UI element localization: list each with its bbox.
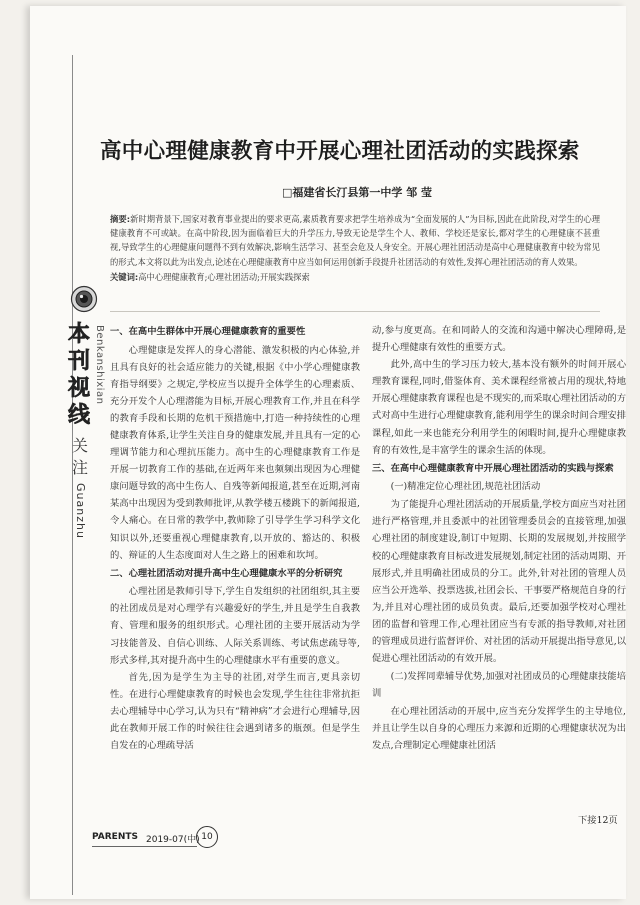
abstract-label: 摘要: — [110, 214, 131, 224]
section-heading-1: 一、在高中生群体中开展心理健康教育的重要性 — [110, 326, 306, 337]
camera-lens-icon — [70, 285, 98, 313]
article-author: □福建省长汀县第一中学 邹 莹 — [282, 186, 433, 199]
article-title: 高中心理健康教育中开展心理社团活动的实践探索 — [100, 139, 580, 164]
column-name: 本刊视线 — [68, 322, 91, 428]
magazine-brand: PARENTS — [92, 832, 138, 842]
continued-note: 下接12页 — [578, 815, 618, 826]
paragraph: 为了能提升心理社团活动的开展质量,学校方面应当对社团进行严格管理,并且委派中的社团管理委员会的直接管理,加强心理社团的制度建设,制订中短期、长期的发展规划,并按照学校的心理健康教育目标改进发展规划,制定社团的活动周期、开展形式,并且明确社团成员的分工。此外,针对社团的管理人员应当公开选举、投票选拔,社团会长、干事要严格规范自身的行为,并且对心理社团的成员负责。最后,还要加强学校对心理社团的监督和管理工作,心理社团应当有专派的指导教师,对社团的管理成员进行监督评价、对社团的活动开展提出指导意见,以促进心理社团活动的有效开展。 — [372, 499, 626, 665]
section-name-pinyin: Guanzhu — [74, 483, 87, 539]
abstract-divider — [110, 311, 600, 312]
subsection-heading-2: (二)发挥同辈辅导优势,加强对社团成员的心理健康技能培训 — [372, 671, 626, 700]
column-tab — [60, 285, 105, 585]
abstract — [110, 212, 600, 269]
section-heading-3: 三、在高中心理健康教育中开展心理社团活动的实践与探索 — [372, 462, 614, 474]
page-number: 10 — [196, 826, 218, 848]
subsection-heading-1: (一)精准定位心理社团,规范社团活动 — [390, 481, 541, 493]
keywords-label: 关键词: — [110, 271, 139, 282]
left-column — [110, 322, 360, 754]
footer-divider — [92, 846, 197, 847]
paragraph: 动,参与度更高。在和同龄人的交流和沟通中解决心理障碍,是提升心理健康有效性的重要方式。 — [372, 325, 626, 354]
abstract-block — [110, 212, 600, 284]
paragraph: 心理健康是发挥人的身心潜能、激发积极的内心体验,并且具有良好的社会适应能力的关键,根据《中小学心理健康教育指导纲要》之规定,学校应当以提升全体学生的心理素质、充分开发个人心理潜能为目标,开展心理教育工作,并且在科学的教育手段和长期的危机干预措施中,打造一种持续性的心理健康教育体系,让学生关注自身的健康发展,并且具有一定的心理调节能力和心理抗压能力。高中生的心理健康教育工作是开展一切教育工作的基础,在近两年来也频频出现因为心理健康问题导致的高中生伤人、自残等新闻报道,甚至在近期,河南某高中出现因为受到教师批评,从教学楼五楼跳下的新闻报道,令人痛心。在日常的教学中,教师除了引导学生学习科学文化知识以外,还要重视心理健康教育,以开放的、豁达的、积极的、辩证的人生态度面对人生之路上的困难和坎坷。 — [110, 344, 360, 561]
paragraph: 心理社团是教师引导下,学生自发组织的社团组织,其主要的社团成员是对心理学有兴趣爱好的学生,并且是学生自我教育、管理和服务的组织形式。心理社团的主要开展活动为学习技能普及、自信心训练、人际关系训练、考试焦虑疏导等,形式多样,其对提升高中生的心理健康水平有重要的意义。 — [110, 586, 360, 666]
paragraph: 此外,高中生的学习压力较大,基本没有额外的时间开展心理教育课程,同时,借鉴体育、美术课程经常被占用的现状,特地开展心理健康教育课程也是不现实的,而采取心理社团活动的方式对高中生进行心理健康教育,能利用学生的课余时间合理安排课程,如此一来也能充分利用学生的闲暇时间,提升心理健康教育的有效性,是丰富学生的课余生活的体现。 — [372, 359, 626, 456]
abstract-text: 新时期背景下,国家对教育事业提出的要求更高,素质教育要求把学生培养成为“全面发展的人”为目标,因此在此阶段,对学生的心理健康教育不可或缺。在高中阶段,因为面临着巨大的升学压力,导致无论是学生个人、教师、学校还是家长,都对学生的心理健康不甚重视,导致学生的心理健康问题得不到有效解决,影响生活学习、甚至会危及人身安全。开展心理社团活动是高中心理健康教育中较为常见的形式,本文将以此为出发点,论述在心理健康教育中应当如何运用创新手段提升社团活动的有效性,发挥心理社团活动的育人效果。 — [110, 214, 600, 267]
column-name-pinyin: Benkanshixian — [94, 325, 105, 405]
keywords — [110, 270, 600, 284]
section-name: 关注 — [72, 436, 89, 477]
issue-date: 2019-07(中) — [146, 835, 200, 845]
paragraph: 首先,因为是学生为主导的社团,对学生而言,更具亲切性。在进行心理健康教育的时候也会发现,学生往往非常抗拒去心理辅导中心学习,认为只有“精神病”才会进行心理辅导,因此在教师开展工作的时候往往会遇到诸多的瓶颈。但是学生自发在的心理疏导活 — [110, 671, 360, 752]
right-column — [372, 322, 626, 754]
section-heading-2: 二、心理社团活动对提升高中生心理健康水平的分析研究 — [110, 567, 343, 579]
paragraph: 在心理社团活动的开展中,应当充分发挥学生的主导地位,并且让学生以自身的心理压力来源和近期的心理健康状况为出发点,合理制定心理健康社团活 — [372, 706, 626, 752]
keywords-text: 高中心理健康教育;心理社团活动;开展实践探索 — [138, 271, 310, 282]
